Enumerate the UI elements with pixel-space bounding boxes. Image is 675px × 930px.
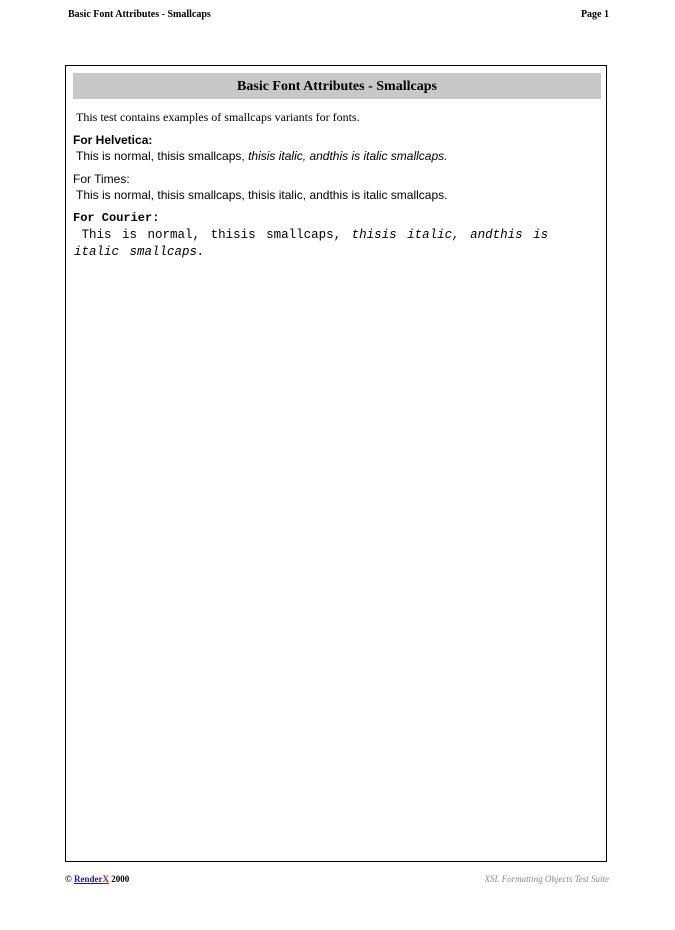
brand-render: Render — [73, 874, 103, 884]
italic-smallcaps-text: andthis is italic smallcaps. — [74, 228, 549, 259]
section-times — [73, 172, 601, 203]
italic-smallcaps-text: andthis is italic smallcaps. — [309, 188, 448, 202]
header-title: Basic Font Attributes - Smallcaps — [68, 9, 211, 20]
smallcaps-text: thisis smallcaps, — [210, 228, 342, 242]
section-label: For Courier: — [73, 211, 160, 225]
smallcaps-text: thisis smallcaps, — [157, 188, 245, 202]
brand-x: X — [102, 874, 109, 884]
footer-copyright — [65, 874, 129, 884]
sample-line — [73, 148, 601, 164]
italic-text: thisis italic, — [351, 228, 460, 242]
copyright-year: 2000 — [111, 874, 130, 884]
italic-smallcaps-text: andthis is italic smallcaps. — [309, 149, 448, 163]
page-number: Page 1 — [580, 9, 609, 20]
section-courier — [73, 211, 601, 261]
copyright-symbol: © — [65, 874, 72, 884]
smallcaps-text: thisis smallcaps, — [157, 149, 245, 163]
content-frame — [65, 65, 607, 862]
page-heading: Basic Font Attributes - Smallcaps — [73, 73, 601, 99]
italic-text: thisis italic, — [248, 188, 307, 202]
sample-line — [73, 227, 601, 261]
section-label: For Times: — [73, 172, 130, 186]
normal-text: This is normal, — [81, 228, 201, 242]
intro-text: This test contains examples of smallcaps variants for fonts. — [76, 110, 360, 124]
renderx-link[interactable] — [74, 874, 109, 884]
section-label: For Helvetica: — [73, 133, 153, 147]
italic-text: thisis italic, — [248, 149, 307, 163]
sample-line — [73, 187, 601, 203]
normal-text: This is normal, — [76, 188, 155, 202]
section-helvetica — [73, 133, 601, 164]
footer-suite: XSL Formatting Objects Test Suite — [484, 874, 609, 884]
normal-text: This is normal, — [76, 149, 155, 163]
